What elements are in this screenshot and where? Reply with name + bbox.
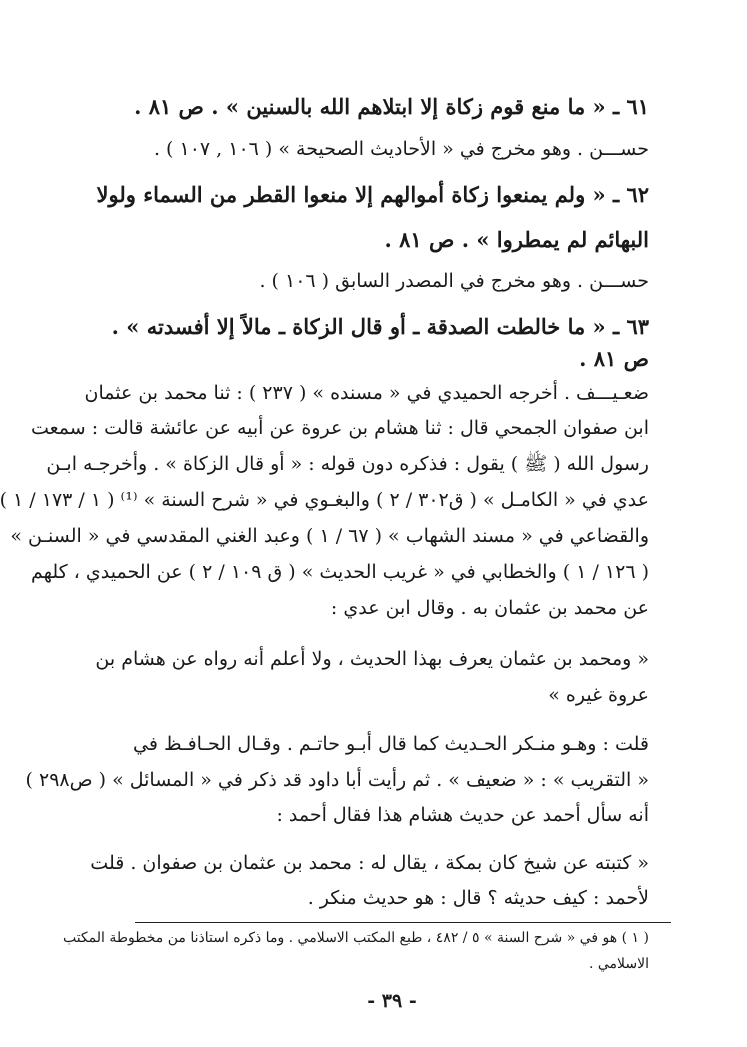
ahmad-quote-line: لأحمد : كيف حديثه ؟ قال : هو حديث منكر . [307, 887, 649, 909]
author-comment-line: أنه سأل أحمد عن حديث هشام هذا فقال أحمد : [276, 804, 649, 826]
footnote-line: ( ١ ) هو في « شرح السنة » ٥ / ٤٨٢ ، طبع المكتب الاسلامي . وما ذكره استاذنا من مخطوطة المكتب [62, 930, 649, 946]
hadith-63-commentary-line: عن محمد بن عثمان به . وقال ابن عدي : [330, 597, 649, 619]
hadith-63-commentary-line: رسول الله ( ﷺ ) يقول : فذكره دون قوله : « أو قال الزكاة » . وأخرجـه ابـن [46, 453, 649, 475]
footnote-separator [135, 922, 671, 923]
hadith-63-commentary-line: ضعـيـــف . أخرجه الحميدي في « مسنده » ( ٢٣٧ ) : ثنا محمد بن عثمان [84, 382, 649, 404]
author-comment-line: « التقريب » : « ضعيف » . ثم رأيت أبا داود قد ذكر في « المسائل » ( ص٢٩٨ ) [25, 769, 649, 791]
ibn-adi-quote-line: عروة غيره » [548, 684, 649, 706]
hadith-63-commentary-line: ابن صفوان الجمحي قال : ثنا هشام بن عروة عن أبيه عن عائشة قالت : سمعت [30, 417, 649, 439]
hadith-63-commentary-line: عدي في « الكامـل » ( ق٣٠٢ / ٢ ) والبغـوي في « شرح السنة » ⁽¹⁾ ( ١ / ١٧٣ / ١ ) [0, 489, 649, 511]
hadith-62-text-line1: ٦٢ ـ « ولم يمنعوا زكاة أموالهم إلا منعوا القطر من السماء ولولا [96, 182, 649, 207]
ibn-adi-quote-line: « ومحمد بن عثمان يعرف بهذا الحديث ، ولا أعلم أنه رواه عن هشام بن [95, 648, 649, 670]
author-comment-line: قلت : وهـو منـكر الحـديث كما قال أبـو حاتـم . وقـال الحـافـظ في [133, 733, 649, 755]
footnote-line: الاسلامي . [588, 956, 649, 972]
hadith-62-text-line2: البهائم لم يمطروا » . ص ٨١ . [384, 227, 649, 252]
ahmad-quote-line: « كتبته عن شيخ كان بمكة ، يقال له : محمد بن عثمان بن صفوان . قلت [90, 852, 649, 874]
page-number: - ٣٩ - [367, 990, 417, 1012]
hadith-61-text: ٦١ ـ « ما منع قوم زكاة إلا ابتلاهم الله بالسنين » . ص ٨١ . [134, 94, 649, 119]
hadith-61-grade: حســـن . وهو مخرج في « الأحاديث الصحيحة » ( ١٠٦ , ١٠٧ ) . [153, 138, 649, 160]
hadith-63-text-line2: ص ٨١ . [579, 346, 649, 371]
hadith-63-text-line1: ٦٣ ـ « ما خالطت الصدقة ـ أو قال الزكاة ـ مالاً إلا أفسدته » . [111, 314, 649, 339]
hadith-62-grade: حســـن . وهو مخرج في المصدر السابق ( ١٠٦ ) . [259, 270, 649, 292]
hadith-63-commentary-line: ( ١٢٦ / ١ ) والخطابي في « غريب الحديث » ( ق ١٠٩ / ٢ ) عن الحميدي ، كلهم [30, 561, 649, 583]
hadith-63-commentary-line: والقضاعي في « مسند الشهاب » ( ٦٧ / ١ ) وعبد الغني المقدسي في « السنـن » [10, 525, 649, 547]
